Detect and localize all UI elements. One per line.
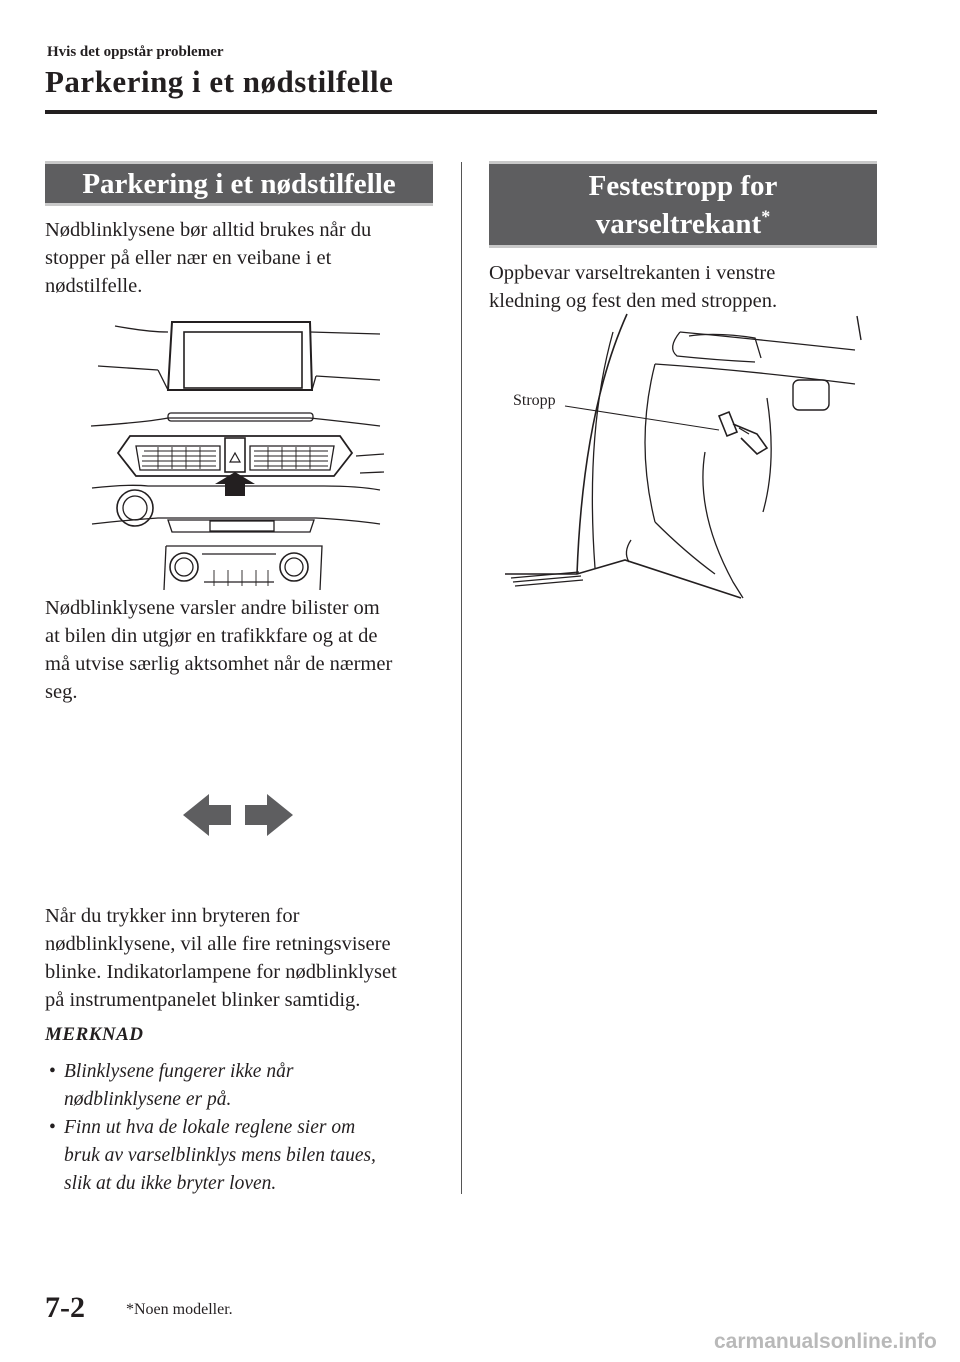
text-line: Oppbevar varseltrekanten i venstre bbox=[489, 262, 776, 284]
bullet-icon: • bbox=[49, 1061, 56, 1082]
text-line: seg. bbox=[45, 681, 78, 703]
hazard-switch-paragraph bbox=[45, 902, 445, 1014]
text-line: kledning og fest den med stroppen. bbox=[489, 290, 778, 312]
note-heading: MERKNAD bbox=[45, 1024, 144, 1045]
banner-line bbox=[489, 205, 877, 243]
text-line: må utvise særlig aktsomhet når de nærmer bbox=[45, 653, 393, 675]
bullet-icon: • bbox=[49, 1117, 56, 1138]
text-line: bruk av varselblinklys mens bilen taues, bbox=[64, 1145, 376, 1166]
text-line: stopper på eller nær en veibane i et bbox=[45, 247, 332, 269]
footnote: *Noen modeller. bbox=[126, 1301, 233, 1318]
strap-label: Stropp bbox=[513, 392, 556, 409]
dashboard-hazard-switch-illustration bbox=[88, 318, 388, 590]
text-line: nødstilfelle. bbox=[45, 275, 143, 297]
note-item bbox=[49, 1058, 444, 1114]
title-rule bbox=[45, 110, 877, 114]
text-line: slik at du ikke bryter loven. bbox=[64, 1173, 277, 1194]
text-line: Finn ut hva de lokale reglene sier om bbox=[64, 1117, 356, 1138]
chapter-title: Hvis det oppstår problemer bbox=[47, 44, 224, 60]
trunk-trim-strap-illustration bbox=[505, 312, 870, 602]
section-banner-emergency-parking: Parkering i et nødstilfelle bbox=[45, 161, 433, 206]
turn-signal-arrows-icon bbox=[183, 794, 293, 836]
text-line: blinke. Indikatorlampene for nødblinklyset bbox=[45, 961, 397, 983]
text-line: nødblinklysene, vil alle fire retningsvisere bbox=[45, 933, 391, 955]
banner-text: varseltrekant bbox=[595, 208, 762, 240]
text-line: på instrumentpanelet blinker samtidig. bbox=[45, 989, 361, 1011]
text-line: Nødblinklysene bør alltid brukes når du bbox=[45, 219, 372, 241]
text-line: Nødblinklysene varsler andre bilister om bbox=[45, 597, 380, 619]
column-divider bbox=[461, 162, 462, 1194]
page-number: 7-2 bbox=[45, 1291, 85, 1324]
section-banner-warning-triangle-strap bbox=[489, 161, 877, 248]
intro-paragraph bbox=[45, 216, 445, 300]
watermark: carmanualsonline.info bbox=[714, 1330, 937, 1353]
footnote-mark: * bbox=[761, 206, 771, 227]
note-item bbox=[49, 1114, 444, 1198]
text-line: Når du trykker inn bryteren for bbox=[45, 905, 300, 927]
banner-line: Festestropp for bbox=[588, 170, 778, 202]
text-line: Blinklysene fungerer ikke når bbox=[64, 1061, 294, 1082]
text-line: nødblinklysene er på. bbox=[64, 1089, 232, 1110]
text-line: at bilen din utgjør en trafikkfare og at de bbox=[45, 625, 378, 647]
strap-paragraph bbox=[489, 259, 889, 315]
warning-paragraph bbox=[45, 594, 445, 706]
page-title: Parkering i et nødstilfelle bbox=[45, 64, 394, 99]
